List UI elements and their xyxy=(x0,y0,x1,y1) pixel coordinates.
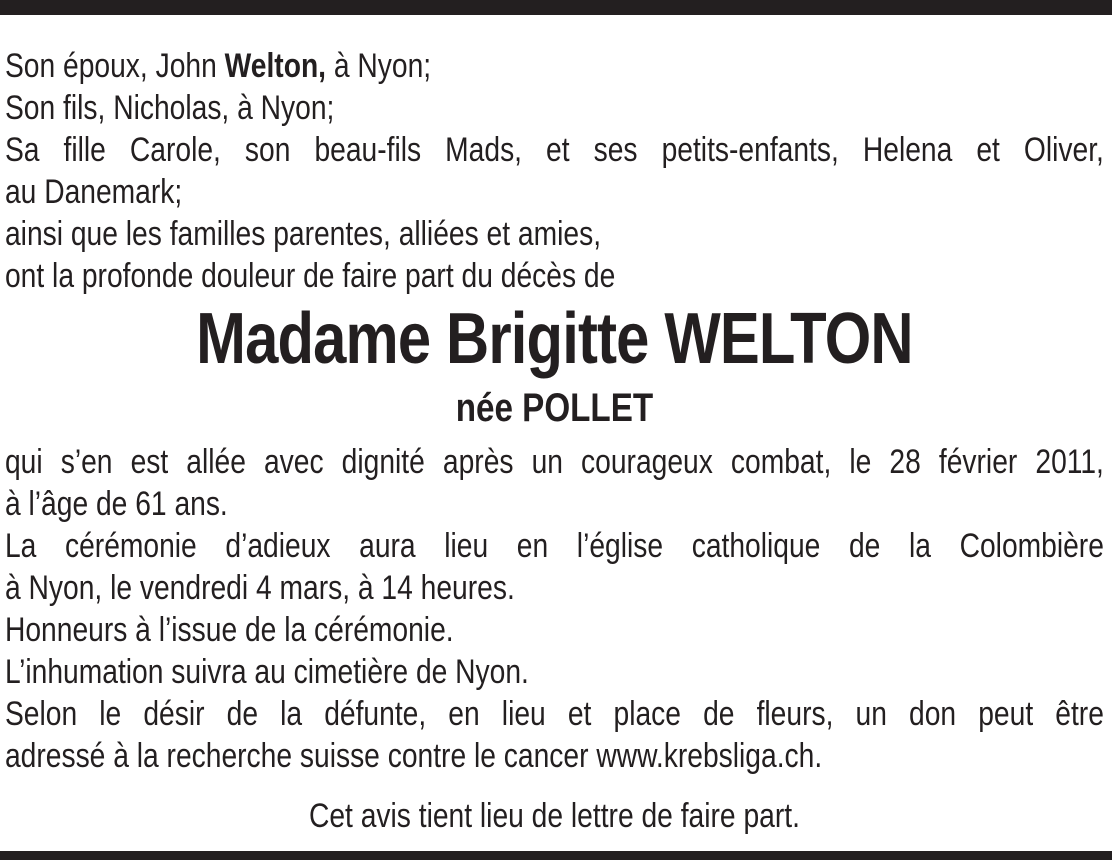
notice-line: ont la profonde douleur de faire part du décès de xyxy=(4,257,616,295)
top-rule xyxy=(0,0,1112,15)
notice-line: L’inhumation suivra au cimetière de Nyon. xyxy=(4,653,529,691)
notice-line: Son fils, Nicholas, à Nyon; xyxy=(4,89,335,127)
closing-statement: Cet avis tient lieu de lettre de faire part. xyxy=(308,797,800,835)
notice-line: à Nyon, le vendredi 4 mars, à 14 heures. xyxy=(4,569,515,607)
notice-line: Honneurs à l’issue de la cérémonie. xyxy=(4,611,454,649)
notice-content xyxy=(0,15,1112,837)
notice-line: Selon le désir de la défunte, en lieu et place de fleurs, un don peut être xyxy=(4,695,1104,733)
bottom-rule xyxy=(0,851,1112,860)
notice-line: Son époux, John Welton, à Nyon; xyxy=(4,47,432,85)
notice-intro xyxy=(5,45,1104,297)
notice-line: ainsi que les familles parentes, alliées et amies, xyxy=(4,215,602,253)
notice-line: au Danemark; xyxy=(4,173,183,211)
notice-line: Sa fille Carole, son beau-fils Mads, et ses petits-enfants, Helena et Oliver, xyxy=(4,131,1104,169)
maiden-name-subtitle: née POLLET xyxy=(455,386,654,430)
notice-body xyxy=(5,441,1104,777)
deceased-name-title: Madame Brigitte WELTON xyxy=(196,299,913,379)
notice-line: qui s’en est allée avec dignité après un courageux combat, le 28 février 2011, xyxy=(4,443,1104,481)
notice-line: La cérémonie d’adieux aura lieu en l’église catholique de la Colombière xyxy=(4,527,1104,565)
notice-line: adressé à la recherche suisse contre le cancer www.krebsliga.ch. xyxy=(4,737,823,775)
notice-line: à l’âge de 61 ans. xyxy=(4,485,228,523)
